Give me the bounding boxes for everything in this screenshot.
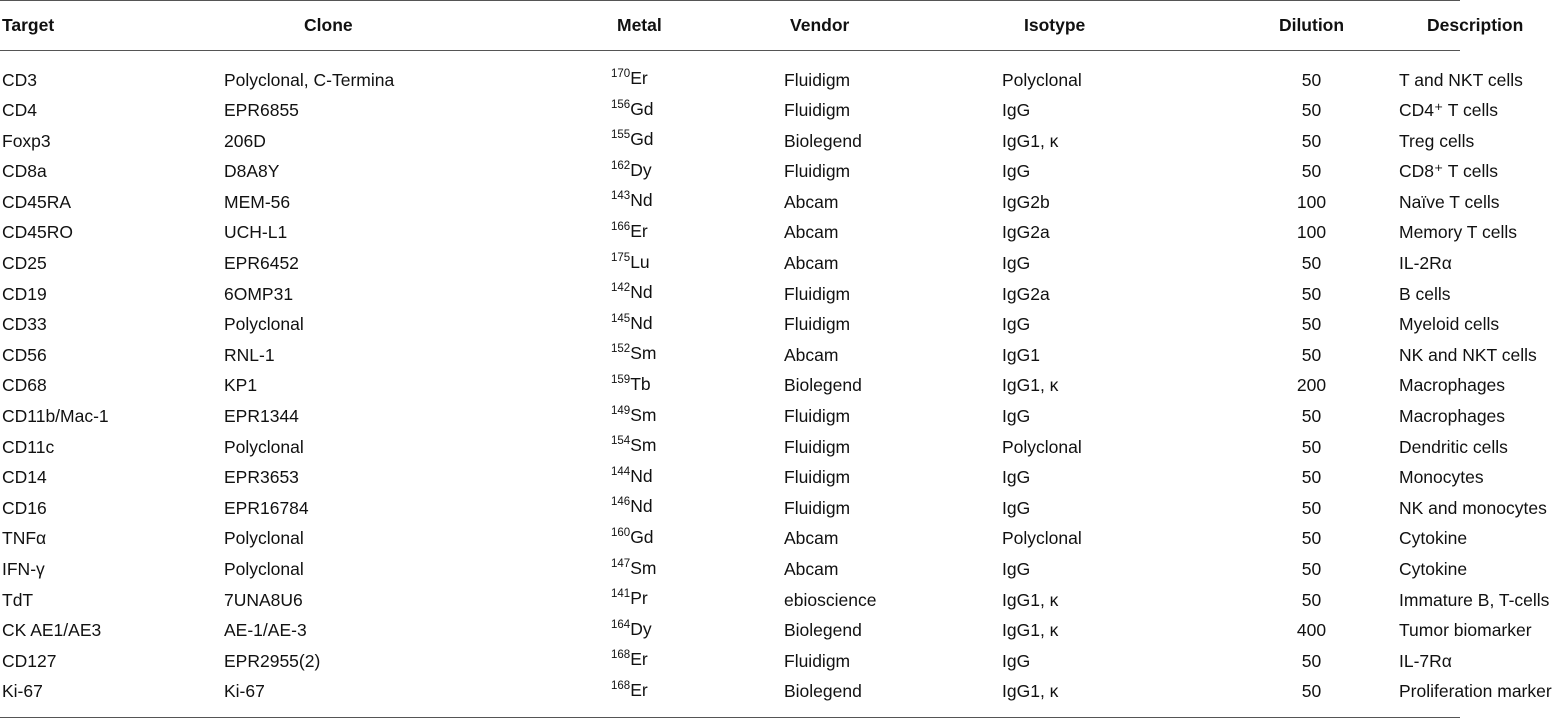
cell-isotype: Polyclonal (1002, 436, 1082, 457)
cell-vendor: Fluidigm (784, 69, 851, 90)
cell-description: Macrophages (1399, 375, 1506, 396)
cell-target: CD14 (2, 467, 47, 488)
cell-metal-mass: 168 (611, 649, 631, 662)
cell-dilution: 400 (1296, 620, 1327, 641)
cell-isotype: IgG (1002, 559, 1031, 579)
cell-isotype: IgG1, κ (1002, 589, 1059, 610)
cell-target: CD56 (2, 344, 47, 365)
cell-description: Monocytes (1399, 467, 1484, 488)
cell-clone: 6OMP31 (224, 283, 294, 304)
header-isotype: Isotype (1024, 15, 1086, 35)
cell-metal (611, 126, 782, 157)
cell-dilution: 200 (1296, 375, 1327, 396)
cell-dilution: 50 (1301, 650, 1322, 671)
cell-clone: RNL-1 (224, 344, 275, 365)
cell-dilution: 50 (1301, 681, 1322, 702)
cell-metal-mass: 142 (611, 282, 631, 295)
cell-description: Myeloid cells (1399, 314, 1500, 335)
table-row (0, 463, 1460, 494)
cell-vendor: Abcam (784, 528, 839, 549)
cell-metal (611, 371, 782, 402)
cell-metal-mass: 143 (611, 190, 631, 203)
cell-description: NK and monocytes (1399, 497, 1547, 518)
cell-metal (611, 249, 782, 280)
cell-vendor: Fluidigm (784, 650, 851, 671)
cell-vendor: Fluidigm (784, 283, 851, 304)
cell-metal-mass: 166 (611, 220, 631, 233)
cell-isotype: Polyclonal (1002, 69, 1082, 90)
table-row (0, 371, 1460, 402)
cell-metal-element: Er (630, 220, 648, 241)
cell-metal-element: Pr (630, 588, 648, 609)
cell-metal (611, 555, 782, 586)
cell-isotype: IgG (1002, 253, 1031, 274)
cell-target: CD8a (2, 161, 47, 182)
cell-metal-mass: 154 (611, 435, 631, 448)
cell-dilution: 100 (1296, 191, 1327, 212)
cell-target: CD11c (2, 436, 55, 457)
cell-clone: 7UNA8U6 (224, 589, 303, 610)
cell-isotype: IgG (1002, 497, 1031, 518)
cell-vendor: Fluidigm (784, 497, 851, 518)
table-row (0, 585, 1460, 616)
cell-clone: EPR1344 (224, 406, 299, 427)
cell-metal-element: Nd (630, 282, 653, 303)
cell-description: B cells (1399, 283, 1451, 304)
cell-metal-element: Lu (630, 251, 650, 272)
cell-description: Immature B, T-cells (1399, 589, 1550, 610)
cell-dilution: 100 (1296, 222, 1327, 243)
cell-metal-mass: 156 (611, 98, 631, 111)
cell-dilution: 50 (1301, 528, 1322, 549)
cell-isotype: IgG2b (1002, 191, 1050, 212)
cell-target: CK AE1/AE3 (2, 620, 102, 641)
cell-metal (611, 157, 782, 188)
cell-metal-mass: 164 (611, 618, 631, 631)
cell-target: CD25 (2, 253, 47, 274)
cell-metal (611, 218, 782, 249)
table-row (0, 340, 1460, 371)
cell-dilution: 50 (1301, 130, 1322, 151)
cell-metal-mass: 141 (611, 588, 631, 601)
cell-target: CD33 (2, 314, 47, 335)
cell-metal (611, 463, 782, 494)
cell-vendor: Fluidigm (784, 314, 851, 335)
cell-clone: Polyclonal (224, 436, 304, 457)
cell-metal (611, 432, 782, 463)
cell-target: Ki-67 (2, 681, 43, 702)
cell-isotype: IgG1, κ (1002, 130, 1059, 151)
cell-description: CD8⁺ T cells (1399, 161, 1499, 182)
cell-metal-mass: 145 (611, 312, 631, 325)
cell-metal-element: Tb (630, 373, 651, 394)
cell-clone: Ki-67 (224, 681, 265, 702)
cell-description: Cytokine (1399, 559, 1468, 579)
cell-target: CD3 (2, 69, 38, 90)
cell-description: Naïve T cells (1399, 191, 1500, 212)
cell-metal-element: Gd (630, 98, 654, 119)
cell-vendor: Fluidigm (784, 161, 851, 182)
cell-metal-mass: 162 (611, 159, 631, 172)
table-row (0, 402, 1460, 433)
cell-isotype: IgG (1002, 314, 1031, 335)
cell-clone: EPR3653 (224, 467, 299, 488)
cell-dilution: 50 (1301, 589, 1322, 610)
cell-dilution: 50 (1301, 467, 1322, 488)
cell-vendor: Biolegend (784, 130, 862, 151)
cell-isotype: IgG (1002, 161, 1031, 182)
cell-metal-mass: 149 (611, 404, 631, 417)
header-vendor: Vendor (790, 15, 850, 35)
table-row (0, 96, 1460, 127)
cell-vendor: Fluidigm (784, 100, 851, 121)
cell-isotype: IgG (1002, 467, 1031, 488)
cell-vendor: Abcam (784, 191, 839, 212)
cell-metal-element: Nd (630, 312, 653, 333)
table-row (0, 279, 1460, 310)
table-row (0, 249, 1460, 280)
cell-clone: D8A8Y (224, 161, 280, 182)
cell-description: Tumor biomarker (1399, 620, 1532, 641)
header-metal: Metal (617, 15, 662, 35)
cell-metal-element: Gd (630, 129, 654, 150)
cell-metal-mass: 170 (611, 68, 631, 80)
cell-vendor: Fluidigm (784, 436, 851, 457)
cell-clone: Polyclonal (224, 528, 304, 549)
cell-metal-mass: 168 (611, 679, 631, 692)
cell-metal-element: Nd (630, 496, 653, 517)
table-row (0, 555, 1460, 586)
cell-metal-element: Sm (630, 557, 657, 578)
header-row (0, 1, 1460, 51)
header-clone: Clone (304, 15, 353, 35)
cell-metal-element: Dy (630, 618, 652, 639)
cell-target: Foxp3 (2, 130, 51, 151)
cell-metal (611, 524, 782, 555)
cell-clone: Polyclonal (224, 559, 304, 579)
cell-isotype: IgG (1002, 406, 1031, 427)
cell-clone: AE-1/AE-3 (224, 620, 307, 641)
table-row (0, 493, 1460, 524)
cell-description: CD4⁺ T cells (1399, 100, 1499, 121)
cell-metal (611, 340, 782, 371)
table-row (0, 616, 1460, 647)
cell-description: Cytokine (1399, 528, 1468, 549)
cell-description: Proliferation marker (1399, 681, 1552, 702)
cell-metal (611, 51, 782, 96)
cell-target: CD127 (2, 650, 57, 671)
table-body (0, 51, 1552, 718)
cell-clone: Polyclonal, C-Termina (224, 69, 395, 90)
cell-isotype: Polyclonal (1002, 528, 1082, 549)
cell-metal-mass: 144 (611, 465, 631, 478)
table-row (0, 157, 1460, 188)
cell-metal-element: Nd (630, 465, 653, 486)
cell-description: IL-7Rα (1399, 650, 1452, 671)
cell-description: Memory T cells (1399, 222, 1517, 243)
cell-dilution: 50 (1301, 100, 1322, 121)
cell-metal-element: Sm (630, 343, 657, 364)
cell-isotype: IgG2a (1002, 283, 1050, 304)
cell-metal-mass: 146 (611, 496, 631, 509)
cell-clone: EPR6452 (224, 253, 299, 274)
cell-vendor: Biolegend (784, 375, 862, 396)
cell-vendor: Abcam (784, 253, 839, 274)
header-description: Description (1427, 15, 1524, 35)
cell-metal (611, 279, 782, 310)
cell-clone: Polyclonal (224, 314, 304, 335)
cell-metal (611, 96, 782, 127)
cell-vendor: Biolegend (784, 620, 862, 641)
cell-metal (611, 493, 782, 524)
cell-metal (611, 585, 782, 616)
cell-vendor: Biolegend (784, 681, 862, 702)
cell-target: CD45RO (2, 222, 73, 243)
cell-metal-element: Gd (630, 526, 654, 547)
cell-metal (611, 646, 782, 677)
cell-dilution: 50 (1301, 559, 1322, 579)
cell-isotype: IgG1 (1002, 344, 1040, 365)
table-row (0, 51, 1460, 96)
cell-description: NK and NKT cells (1399, 344, 1537, 365)
header-target: Target (2, 15, 55, 35)
cell-vendor: Abcam (784, 222, 839, 243)
table-row (0, 677, 1460, 718)
cell-dilution: 50 (1301, 344, 1322, 365)
cell-vendor: ebioscience (784, 589, 877, 610)
cell-dilution: 50 (1301, 406, 1322, 427)
header-dilution: Dilution (1278, 15, 1345, 35)
cell-target: CD19 (2, 283, 47, 304)
cell-target: TdT (2, 589, 34, 610)
cell-metal-mass: 152 (611, 343, 631, 356)
cell-description: Macrophages (1399, 406, 1506, 427)
table-row (0, 218, 1460, 249)
table-row (0, 126, 1460, 157)
cell-target: IFN-γ (2, 559, 45, 579)
cell-metal-element: Nd (630, 190, 653, 211)
cell-metal-mass: 175 (611, 251, 631, 264)
cell-target: CD45RA (2, 191, 72, 212)
cell-metal (611, 187, 782, 218)
cell-isotype: IgG1, κ (1002, 681, 1059, 702)
table-row (0, 646, 1460, 677)
cell-description: Treg cells (1399, 130, 1475, 151)
cell-vendor: Fluidigm (784, 467, 851, 488)
cell-clone: 206D (224, 130, 266, 151)
table-row (0, 524, 1460, 555)
cell-clone: EPR16784 (224, 497, 309, 518)
cell-isotype: IgG1, κ (1002, 620, 1059, 641)
cell-metal-mass: 160 (611, 526, 631, 539)
cell-isotype: IgG2a (1002, 222, 1050, 243)
cell-dilution: 50 (1301, 69, 1322, 90)
cell-isotype: IgG1, κ (1002, 375, 1059, 396)
cell-dilution: 50 (1301, 314, 1322, 335)
cell-vendor: Abcam (784, 344, 839, 365)
cell-metal (611, 616, 782, 647)
cell-dilution: 50 (1301, 497, 1322, 518)
cell-dilution: 50 (1301, 436, 1322, 457)
table-row (0, 310, 1460, 341)
cell-target: CD16 (2, 497, 47, 518)
cell-vendor: Abcam (784, 559, 839, 579)
cell-clone: EPR6855 (224, 100, 299, 121)
cell-dilution: 50 (1301, 161, 1322, 182)
cell-metal (611, 677, 782, 718)
cell-metal-element: Er (630, 679, 648, 700)
cell-target: CD4 (2, 100, 38, 121)
cell-target: CD68 (2, 375, 47, 396)
cell-metal-element: Er (630, 68, 648, 88)
cell-metal-mass: 159 (611, 373, 631, 386)
cell-clone: MEM-56 (224, 191, 291, 212)
cell-metal-element: Dy (630, 159, 652, 180)
cell-metal-mass: 155 (611, 129, 631, 142)
cell-isotype: IgG (1002, 100, 1031, 121)
cell-metal (611, 402, 782, 433)
cell-metal-element: Er (630, 649, 648, 670)
cell-vendor: Fluidigm (784, 406, 851, 427)
cell-metal-mass: 147 (611, 557, 631, 570)
cell-dilution: 50 (1301, 283, 1322, 304)
cell-metal-element: Sm (630, 435, 657, 456)
table-row (0, 432, 1460, 463)
cell-description: T and NKT cells (1399, 69, 1523, 90)
cell-clone: EPR2955(2) (224, 650, 321, 671)
cell-clone: KP1 (224, 375, 258, 396)
table-header (0, 1, 1524, 51)
cell-dilution: 50 (1301, 253, 1322, 274)
cell-isotype: IgG (1002, 650, 1031, 671)
cell-metal (611, 310, 782, 341)
cell-metal-element: Sm (630, 404, 657, 425)
cell-description: IL-2Rα (1399, 253, 1452, 274)
table-row (0, 187, 1460, 218)
cell-target: CD11b/Mac-1 (2, 406, 109, 427)
cell-clone: UCH-L1 (224, 222, 288, 243)
cell-description: Dendritic cells (1399, 436, 1508, 457)
cell-target: TNFα (2, 528, 47, 549)
